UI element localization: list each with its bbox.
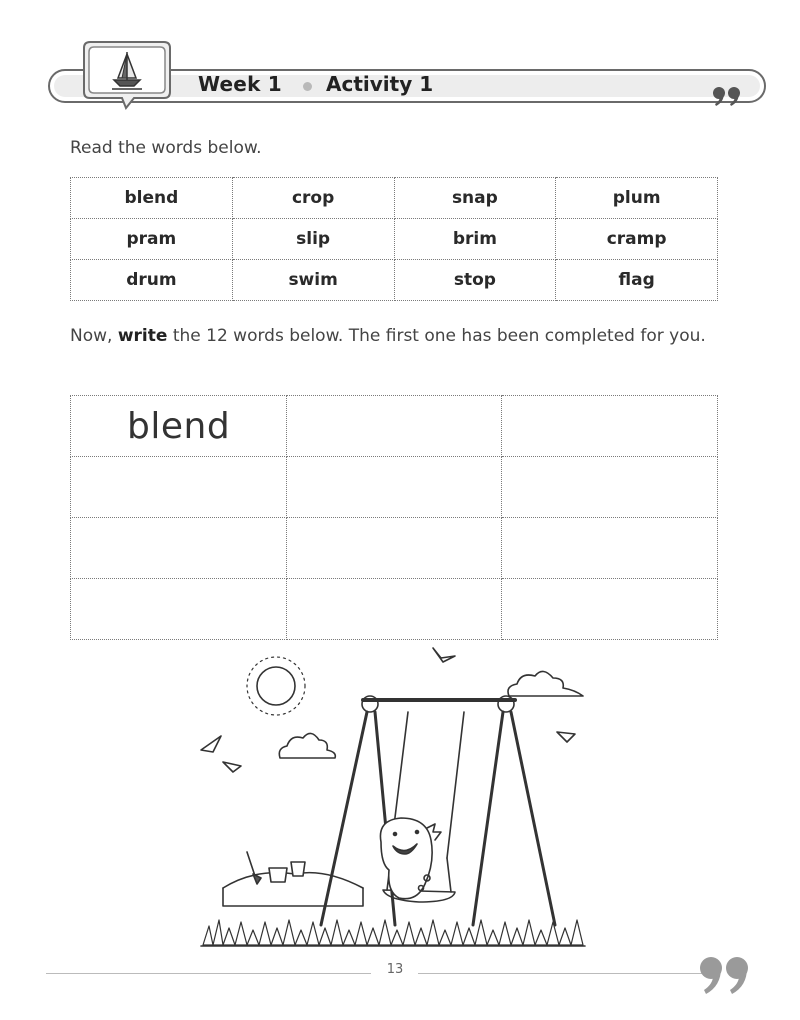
writing-grid	[70, 395, 718, 640]
word-cell: plum	[556, 178, 718, 219]
writing-cell[interactable]	[71, 518, 287, 579]
closing-quote-icon	[712, 84, 744, 108]
table-row	[71, 219, 718, 260]
page-number: 13	[386, 962, 404, 977]
writing-cell[interactable]	[71, 579, 287, 640]
bird-icon	[223, 762, 241, 772]
activity-label: Activity 1	[326, 72, 434, 96]
dinosaur-character	[380, 818, 441, 899]
sandbox	[223, 852, 363, 906]
bird-icon	[557, 732, 575, 742]
writing-cell-example	[71, 396, 287, 457]
word-cell: crop	[232, 178, 394, 219]
word-cell: pram	[71, 219, 233, 260]
writing-cell[interactable]	[71, 457, 287, 518]
word-cell: swim	[232, 260, 394, 301]
word-cell: brim	[394, 219, 556, 260]
writing-cell[interactable]	[502, 396, 718, 457]
writing-cell[interactable]	[286, 396, 502, 457]
read-instruction: Read the words below.	[70, 138, 262, 158]
cloud-icon	[508, 671, 583, 696]
bird-icon	[433, 648, 455, 662]
footer-divider	[46, 973, 371, 974]
word-cell: blend	[71, 178, 233, 219]
bucket-icon	[269, 868, 287, 882]
write-instruction-prefix: Now,	[70, 326, 118, 346]
week-label: Week 1	[198, 72, 282, 96]
table-row	[71, 260, 718, 301]
writing-cell[interactable]	[286, 518, 502, 579]
writing-cell[interactable]	[502, 518, 718, 579]
write-instruction	[70, 321, 750, 351]
writing-row	[71, 457, 718, 518]
sailboat-badge	[78, 38, 176, 110]
word-cell: stop	[394, 260, 556, 301]
grass	[203, 920, 583, 945]
word-cell: drum	[71, 260, 233, 301]
writing-cell[interactable]	[286, 579, 502, 640]
writing-row	[71, 518, 718, 579]
closing-quote-icon	[698, 954, 754, 996]
writing-cell[interactable]	[286, 457, 502, 518]
writing-cell[interactable]	[502, 579, 718, 640]
write-instruction-bold: write	[117, 326, 168, 346]
table-row	[71, 178, 718, 219]
sun-icon	[247, 657, 305, 715]
cloud-icon	[279, 733, 335, 758]
word-cell: flag	[556, 260, 718, 301]
swing-set	[321, 696, 555, 925]
playground-illustration	[195, 640, 595, 955]
word-cell: snap	[394, 178, 556, 219]
example-word: blend	[127, 405, 231, 447]
writing-row	[71, 579, 718, 640]
write-instruction-suffix: the 12 words below. The first one has been completed for you.	[167, 326, 706, 346]
footer-divider	[418, 973, 708, 974]
writing-cell[interactable]	[502, 457, 718, 518]
word-cell: slip	[232, 219, 394, 260]
bird-icon	[201, 736, 221, 752]
writing-row	[71, 396, 718, 457]
header-separator-dot	[303, 82, 312, 91]
word-table	[70, 177, 718, 301]
word-cell: cramp	[556, 219, 718, 260]
